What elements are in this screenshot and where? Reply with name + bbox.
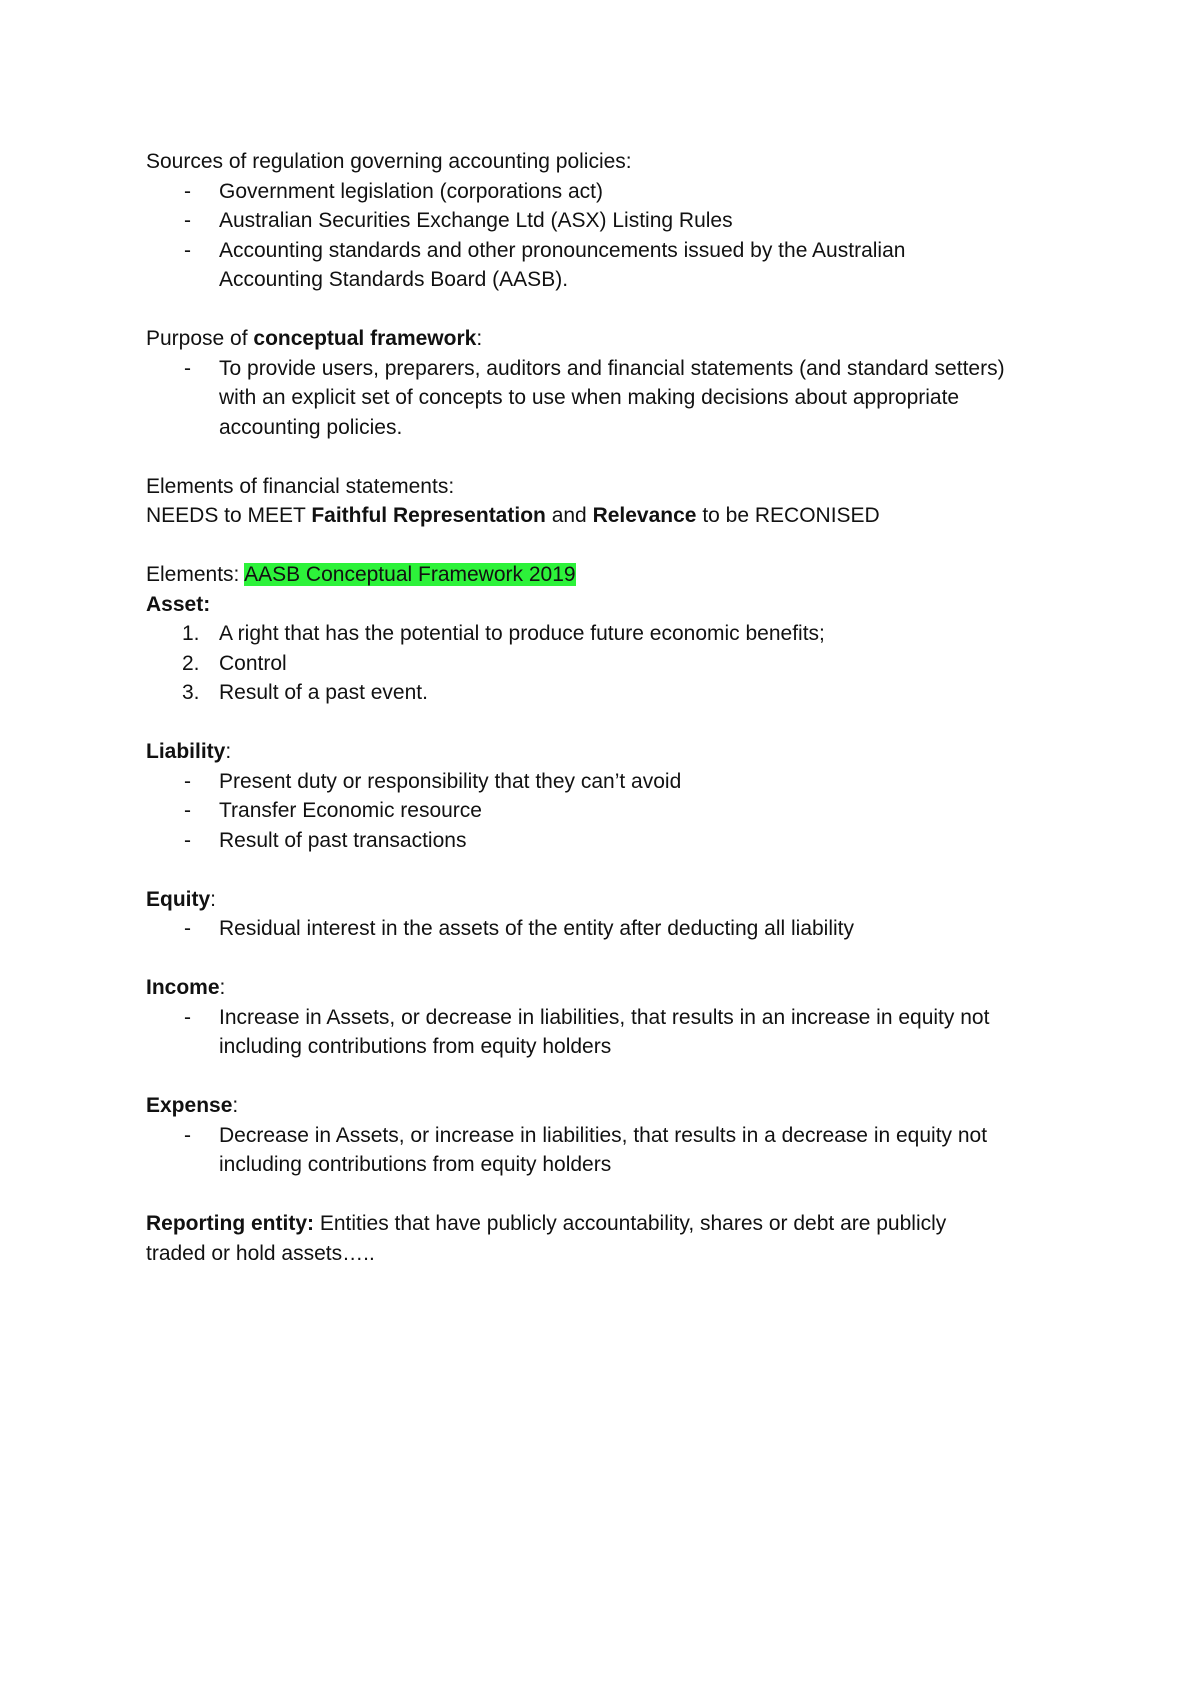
list-item-text: Present duty or responsibility that they can’t avoid <box>219 769 682 793</box>
needs-suffix: to be RECONISED <box>696 504 880 527</box>
expense-term: Expense <box>146 1094 233 1117</box>
elements-heading <box>146 560 1066 590</box>
list-item-text: Control <box>219 651 287 675</box>
list-item-text: Accounting Standards Board (AASB). <box>219 268 569 291</box>
bullet-marker: - <box>184 179 191 203</box>
income-colon: : <box>219 976 226 999</box>
spacer <box>146 1180 1066 1210</box>
expense-colon: : <box>232 1094 239 1117</box>
spacer <box>146 855 1066 885</box>
bullet-marker: - <box>184 1123 191 1147</box>
list-item <box>146 177 1066 207</box>
needs-term-faithful: Faithful Representation <box>311 504 546 527</box>
elements-label: Elements: <box>146 563 245 586</box>
spacer <box>146 295 1066 325</box>
list-item-text: Accounting standards and other pronouncements issued by the Australian <box>219 238 906 262</box>
list-item-text: Government legislation (corporations act) <box>219 179 604 203</box>
equity-colon: : <box>210 887 217 911</box>
reporting-entity-line-2: traded or hold assets….. <box>146 1241 375 1265</box>
list-item <box>146 619 1066 649</box>
list-item <box>146 826 1066 856</box>
bullet-marker: - <box>184 238 191 262</box>
spacer <box>146 944 1066 974</box>
sources-heading: Sources of regulation governing accounting policies: <box>146 150 632 173</box>
liability-heading <box>146 737 1066 767</box>
purpose-term: conceptual framework <box>253 327 477 350</box>
bullet-marker: - <box>184 209 191 232</box>
list-item <box>146 767 1066 797</box>
bullet-marker: - <box>184 828 191 852</box>
reporting-entity-text: Entities that have publicly accountability, shares or debt are publicly <box>314 1212 947 1235</box>
bullet-marker: - <box>184 769 191 793</box>
reporting-entity-term: Reporting entity: <box>146 1212 314 1235</box>
bullet-marker: - <box>184 799 191 822</box>
list-item-text: Australian Securities Exchange Ltd (ASX) Listing Rules <box>219 209 733 232</box>
list-item <box>146 206 1066 236</box>
bullet-marker: - <box>184 917 191 940</box>
income-term: Income <box>146 976 220 999</box>
highlighted-framework-text: AASB Conceptual Framework 2019 <box>244 563 576 586</box>
expense-heading <box>146 1091 1066 1121</box>
list-item-text: Result of past transactions <box>219 828 467 852</box>
number-marker: 3. <box>182 681 200 704</box>
needs-term-relevance: Relevance <box>592 504 697 527</box>
liability-colon: : <box>225 740 232 763</box>
equity-term: Equity <box>146 887 211 911</box>
needs-mid: and <box>545 504 593 527</box>
list-item <box>146 914 1066 944</box>
list-item-text: Decrease in Assets, or increase in liabilities, that results in a decrease in equity not <box>219 1123 988 1147</box>
spacer <box>146 1062 1066 1092</box>
list-item-text: Transfer Economic resource <box>219 799 482 822</box>
spacer <box>146 708 1066 738</box>
list-item-text: accounting policies. <box>219 415 403 439</box>
number-marker: 2. <box>182 651 200 675</box>
number-marker: 1. <box>182 622 200 645</box>
reporting-entity-line <box>146 1209 1066 1239</box>
list-item <box>146 649 1066 679</box>
purpose-prefix: Purpose of <box>146 327 254 350</box>
list-item <box>146 354 1066 443</box>
list-item <box>146 796 1066 826</box>
asset-heading: Asset: <box>146 592 211 616</box>
list-item-text: To provide users, preparers, auditors and financial statements (and standard setters) <box>219 356 1005 380</box>
income-heading <box>146 973 1066 1003</box>
needs-prefix: NEEDS to MEET <box>146 504 312 527</box>
spacer <box>146 531 1066 561</box>
list-item <box>146 1121 1066 1180</box>
equity-heading <box>146 885 1066 915</box>
list-item-text: Increase in Assets, or decrease in liabilities, that results in an increase in equity not <box>219 1005 990 1029</box>
list-item <box>146 678 1066 708</box>
spacer <box>146 442 1066 472</box>
elements-fs-heading: Elements of financial statements: <box>146 474 455 498</box>
purpose-colon: : <box>476 327 483 350</box>
list-item <box>146 236 1066 295</box>
list-item-text: including contributions from equity holders <box>219 1153 612 1176</box>
bullet-marker: - <box>184 1005 191 1029</box>
list-item <box>146 1003 1066 1062</box>
list-item-text: Result of a past event. <box>219 681 428 704</box>
list-item-text: including contributions from equity holders <box>219 1035 612 1058</box>
document-body <box>146 147 1066 1268</box>
list-item-text: with an explicit set of concepts to use when making decisions about appropriate <box>219 386 960 409</box>
bullet-marker: - <box>184 356 191 380</box>
list-item-text: Residual interest in the assets of the entity after deducting all liability <box>219 917 855 940</box>
list-item-text: A right that has the potential to produce future economic benefits; <box>219 622 825 645</box>
liability-term: Liability <box>146 740 226 763</box>
elements-fs-needs <box>146 501 1066 531</box>
purpose-heading <box>146 324 1066 354</box>
